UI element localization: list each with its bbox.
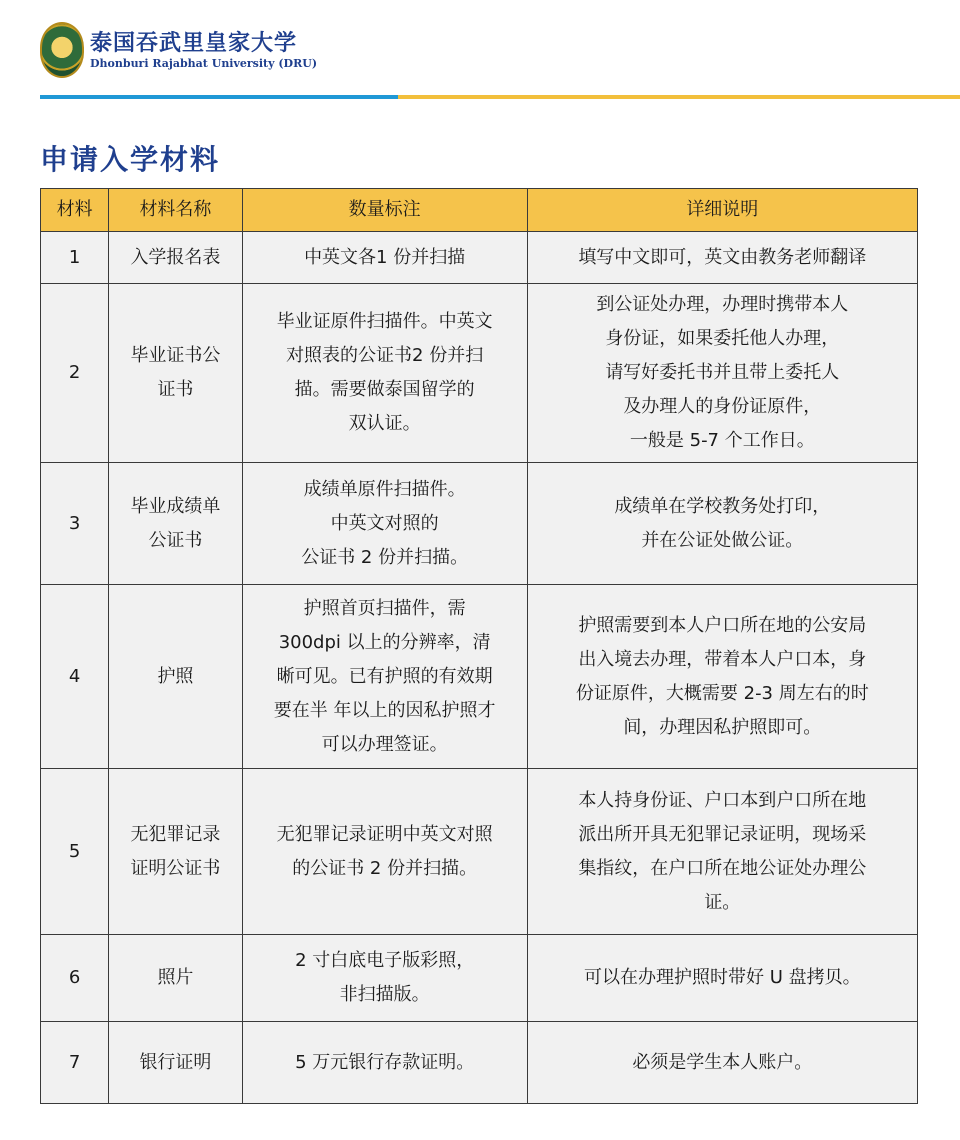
cell-description-line: 填写中文即可，英文由教务老师翻译 [578,246,867,268]
cell-quantity [242,1022,527,1104]
cell-material-name-line: 证明公证书 [130,857,221,879]
cell-description-line: 成绩单在学校教务处打印， [614,495,831,517]
cell-quantity [242,585,527,769]
cell-material-name [109,463,242,585]
column-header-description: 详细说明 [527,189,917,232]
cell-material-name-line: 毕业成绩单 [130,495,221,517]
cell-description [527,463,917,585]
cell-no: 4 [41,585,109,769]
cell-description-line: 到公证处办理，办理时携带本人 [596,294,849,315]
table-row [41,769,918,935]
page-title: 申请入学材料 [40,143,221,176]
cell-no: 2 [41,284,109,463]
cell-description-line: 身份证，如果委托他人办理， [605,328,840,349]
cell-quantity [242,769,527,935]
cell-quantity-line: 双认证。 [348,413,421,434]
cell-quantity-line: 无犯罪记录证明中英文对照 [276,823,493,845]
cell-material-name-line: 照片 [157,967,194,988]
table-row [41,284,918,463]
cell-no: 6 [41,935,109,1022]
cell-quantity [242,935,527,1022]
cell-description-line: 间，办理因私护照即可。 [623,716,822,738]
cell-description [527,1022,917,1104]
cell-quantity [242,232,527,284]
cell-material-name-line: 无犯罪记录 [130,823,221,845]
cell-description-line: 及办理人的身份证原件， [623,396,822,417]
table-row [41,1022,918,1104]
cell-description [527,232,917,284]
cell-material-name [109,232,242,284]
cell-quantity-line: 公证书 2 份并扫描。 [301,546,469,568]
cell-no: 7 [41,1022,109,1104]
cell-quantity-line: 晰可见。已有护照的有效期 [276,665,493,687]
cell-description-line: 请写好委托书并且带上委托人 [605,362,840,383]
cell-material-name [109,769,242,935]
cell-material-name-line: 入学报名表 [130,246,221,268]
cell-description [527,284,917,463]
cell-description-line: 护照需要到本人户口所在地的公安局 [578,614,867,636]
cell-material-name-line: 证书 [157,379,194,400]
cell-quantity-line: 对照表的公证书2 份并扫 [286,345,484,366]
university-seal-icon [40,22,84,78]
cell-description-line: 份证原件，大概需要 2-3 周左右的时 [575,682,869,704]
page-header [0,0,960,100]
cell-no: 1 [41,232,109,284]
university-name-cn: 泰国吞武里皇家大学 [90,30,298,56]
table-header-row [41,189,918,232]
cell-material-name [109,935,242,1022]
column-header-quantity: 数量标注 [242,189,527,232]
cell-description-line: 并在公证处做公证。 [641,529,804,551]
cell-material-name-line: 公证书 [148,529,203,551]
cell-quantity-line: 2 寸白底电子版彩照， [295,950,475,971]
cell-quantity-line: 非扫描版。 [339,984,430,1005]
cell-material-name-line: 银行证明 [139,1051,212,1073]
cell-quantity [242,463,527,585]
cell-description-line: 派出所开具无犯罪记录证明，现场采 [578,823,867,845]
university-name-en: Dhonburi Rajabhat University (DRU) [90,57,318,70]
cell-quantity-line: 可以办理签证。 [321,733,448,755]
cell-quantity-line: 描。需要做泰国留学的 [294,379,475,400]
cell-material-name-line: 护照 [157,665,194,687]
cell-quantity-line: 毕业证原件扫描件。中英文 [276,311,493,332]
table-row [41,463,918,585]
table-row [41,935,918,1022]
cell-quantity-line: 成绩单原件扫描件。 [303,478,466,500]
table-row [41,232,918,284]
cell-quantity-line: 300dpi 以上的分辨率，清 [278,631,491,653]
cell-quantity-line: 护照首页扫描件，需 [303,597,466,619]
cell-description-line: 出入境去办理，带着本人户口本，身 [578,648,867,670]
cell-quantity-line: 5 万元银行存款证明。 [295,1051,475,1073]
column-header-no: 材料 [41,189,109,232]
cell-quantity [242,284,527,463]
cell-material-name-line: 毕业证书公 [130,345,221,366]
table-body [41,232,918,1104]
cell-material-name [109,284,242,463]
cell-description [527,585,917,769]
cell-quantity-line: 中英文对照的 [330,512,439,534]
cell-description-line: 一般是 5-7 个工作日。 [629,430,815,451]
cell-description [527,769,917,935]
table-row [41,585,918,769]
cell-no: 5 [41,769,109,935]
cell-description-line: 可以在办理护照时带好 U 盘拷贝。 [584,967,861,988]
cell-description-line: 必须是学生本人账户。 [632,1051,813,1073]
cell-quantity-line: 要在半 年以上的因私护照才 [273,699,496,721]
materials-table [40,188,918,1104]
cell-no: 3 [41,463,109,585]
cell-description [527,935,917,1022]
header-stripe-blue [40,95,398,99]
cell-description-line: 集指纹，在户口所在地公证处办理公 [578,857,867,879]
cell-description-line: 证。 [704,891,741,913]
column-header-name: 材料名称 [109,189,242,232]
cell-material-name [109,1022,242,1104]
cell-description-line: 本人持身份证、户口本到户口所在地 [578,789,867,811]
cell-quantity-line: 的公证书 2 份并扫描。 [292,857,478,879]
cell-material-name [109,585,242,769]
header-stripe-yellow [398,95,960,99]
cell-quantity-line: 中英文各1 份并扫描 [304,246,466,268]
